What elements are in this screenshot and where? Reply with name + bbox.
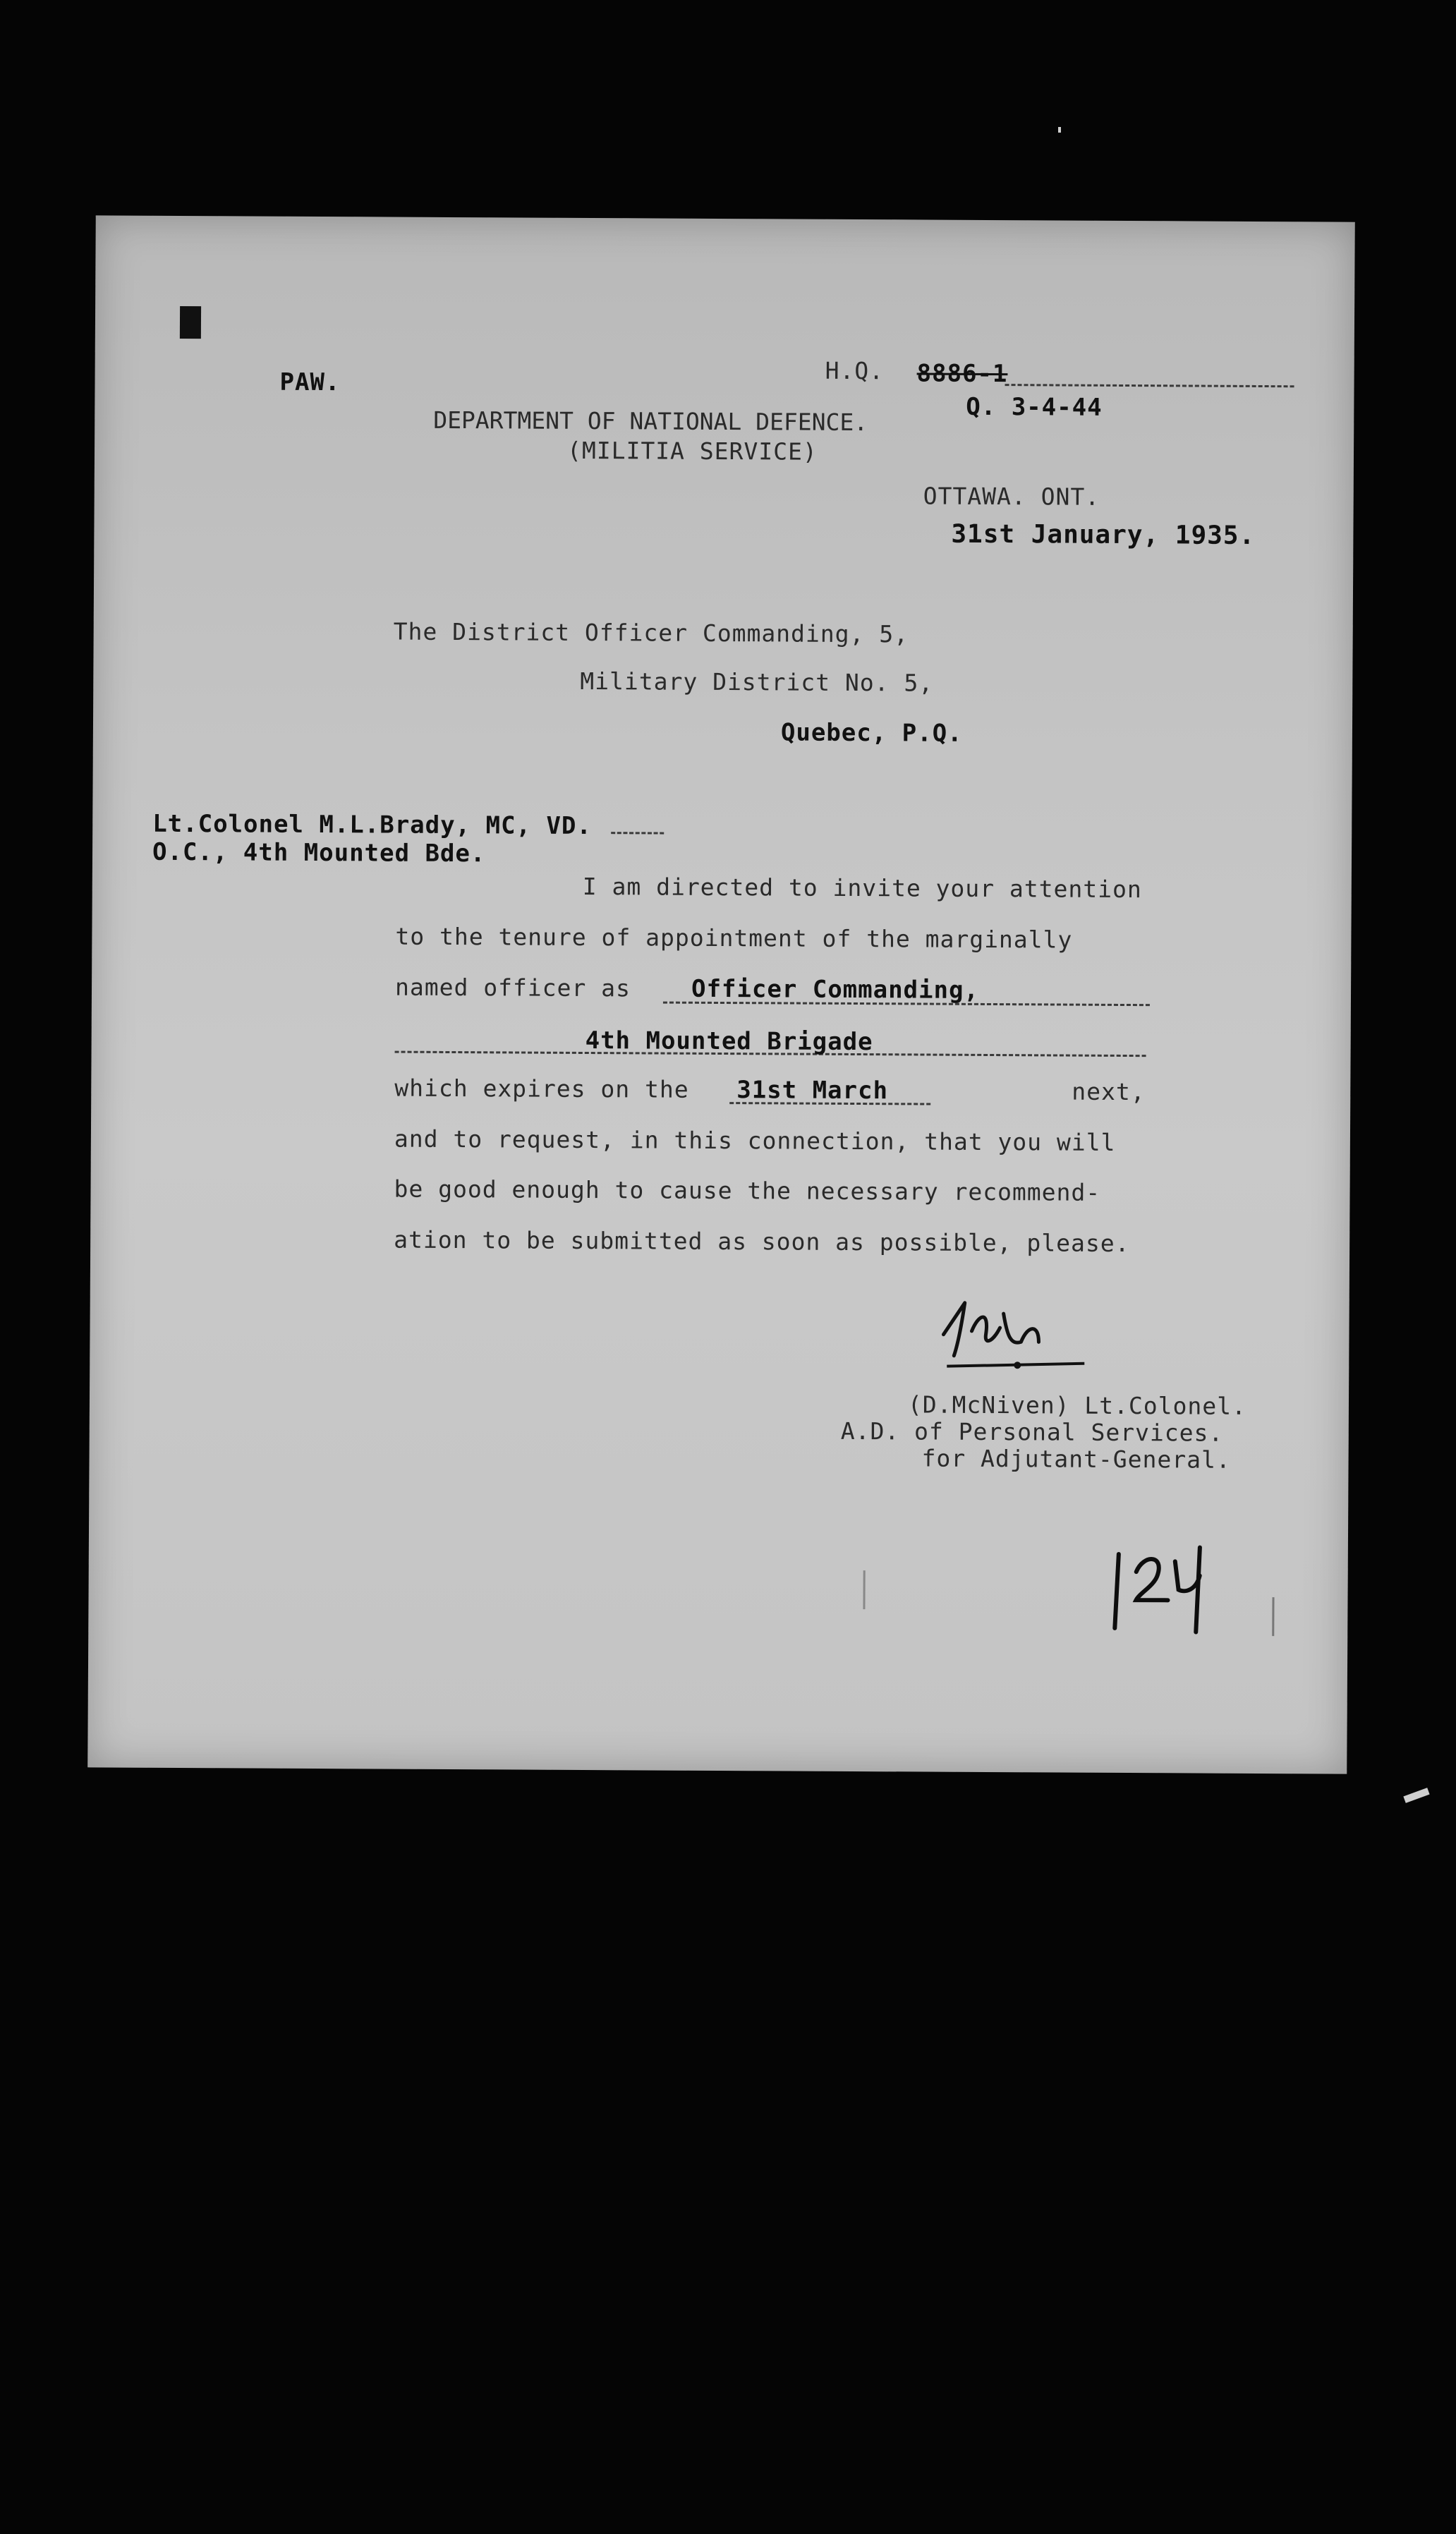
film-speck: [1058, 127, 1061, 133]
film-speck: [1403, 1788, 1429, 1803]
signatory-for: for Adjutant-General.: [921, 1444, 1231, 1474]
body-line-8: ation to be submitted as soon as possible, please.: [394, 1225, 1130, 1258]
hq-number: 8886-1: [916, 359, 1008, 389]
place: OTTAWA. ONT.: [923, 482, 1100, 511]
reference-initials: PAW.: [279, 368, 341, 397]
paper-mark: [863, 1570, 865, 1609]
body-line-5-suffix: next,: [1072, 1077, 1146, 1106]
body-line-5-prefix: which expires on the: [394, 1074, 689, 1103]
paper-mark: [1272, 1597, 1274, 1636]
service-heading: (MILITIA SERVICE): [566, 436, 818, 466]
body-line-2: to the tenure of appointment of the marginally: [395, 922, 1073, 954]
hq-fill-line: [1005, 384, 1294, 387]
document-page: [87, 215, 1354, 1774]
letter-date: 31st January, 1935.: [951, 519, 1256, 550]
addressee-line-2: Military District No. 5,: [580, 667, 934, 697]
q-number: Q. 3-4-44: [966, 392, 1103, 422]
appointment: Officer Commanding,: [691, 974, 980, 1005]
hq-label: H.Q.: [825, 356, 885, 385]
department-heading: DEPARTMENT OF NATIONAL DEFENCE.: [433, 406, 868, 437]
margin-fill-line: [611, 832, 664, 834]
addressee-line-3: Quebec, P.Q.: [780, 718, 963, 748]
body-line-7: be good enough to cause the necessary recommend-: [394, 1175, 1101, 1206]
formation: 4th Mounted Brigade: [585, 1026, 873, 1057]
body-line-1: I am directed to invite your attention: [582, 872, 1142, 904]
margin-officer-unit: O.C., 4th Mounted Bde.: [152, 837, 486, 868]
body-line-3-prefix: named officer as: [394, 973, 631, 1002]
signatory-title: A.D. of Personal Services.: [840, 1417, 1224, 1447]
expiry-date: 31st March: [736, 1076, 889, 1105]
body-line-6: and to request, in this connection, that you will: [394, 1124, 1116, 1156]
margin-officer-name: Lt.Colonel M.L.Brady, MC, VD.: [152, 809, 592, 841]
signatory-name: (D.McNiven) Lt.Colonel.: [907, 1390, 1247, 1420]
redaction-mark: [180, 306, 201, 339]
addressee-line-1: The District Officer Commanding, 5,: [393, 617, 909, 648]
handwritten-initials: [922, 1292, 1106, 1384]
